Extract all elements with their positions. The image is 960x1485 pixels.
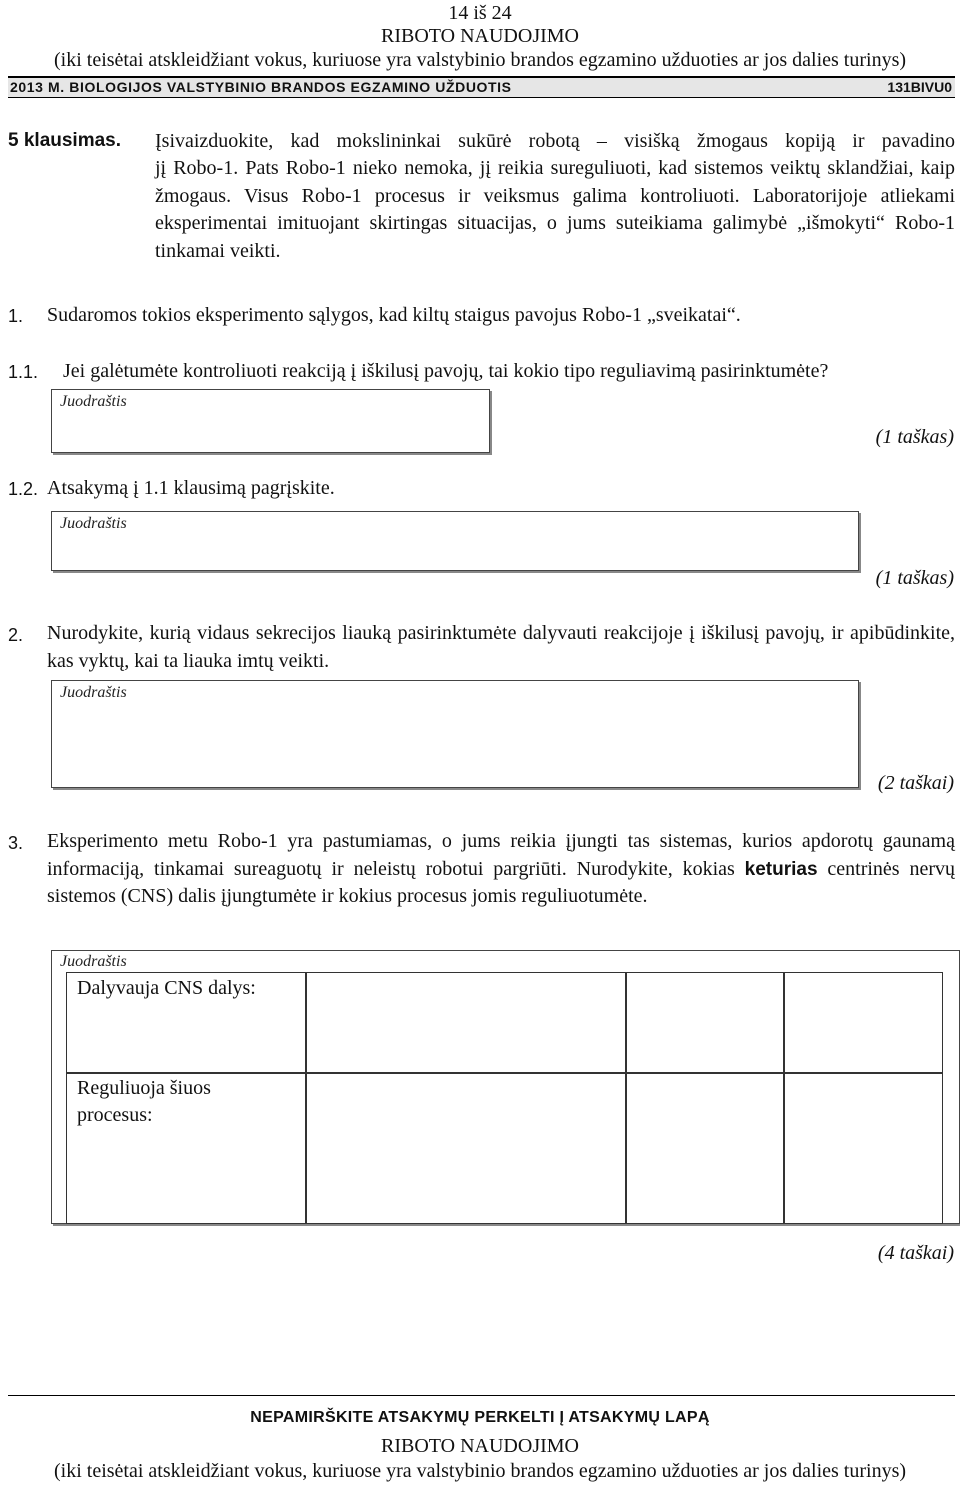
item-2-number: 2.: [8, 625, 24, 645]
answer-cell-r2c1[interactable]: [305, 1072, 627, 1224]
question-intro-line1: Įsivaizduokite, kad mokslininkai sukūrė robotą – visišką žmogaus kopiją ir pavadino: [155, 130, 955, 152]
item-1-2-number: 1.2.: [8, 479, 39, 499]
footer-reminder: NEPAMIRŠKITE ATSAKYMŲ PERKELTI Į ATSAKYMŲ LAPĄ: [250, 1409, 710, 1426]
points-1-1: (1 taškas): [875, 426, 954, 448]
item-3-text-b: centrinės nervų sistemos (CNS) dalis įjungtumėte ir kokius procesus jomis reguliuotumėte.: [47, 857, 955, 907]
draft-label: Juodraštis: [60, 953, 127, 970]
points-3: (4 taškai): [877, 1242, 954, 1264]
item-3-bold-word: keturias: [744, 858, 818, 880]
item-3-number: 3.: [8, 833, 24, 853]
table-row1-label: Dalyvauja CNS dalys:: [77, 977, 256, 999]
item-2-text: Nurodykite, kurią vidaus sekrecijos liauką pasirinktumėte dalyvauti reakcijoje į iškilusį pavojų, ir apibūdinkite, kas vyktų, kai ta liauka imtų veikti.: [47, 622, 955, 672]
item-1-1-text: Jei galėtumėte kontroliuoti reakciją į iškilusį pavojų, tai kokio tipo reguliavimą pasirinktumėte?: [63, 360, 829, 382]
item-1-2-text: Atsakymą į 1.1 klausimą pagrįskite.: [47, 477, 335, 499]
answer-cell-r2c2[interactable]: [625, 1072, 785, 1224]
table-label-cell-row2: [66, 1072, 307, 1224]
draft-label: Juodraštis: [60, 393, 127, 410]
answer-table: [66, 972, 942, 1224]
points-2: (2 taškai): [877, 772, 954, 794]
points-1-2: (1 taškas): [875, 567, 954, 589]
item-3-text-a: Eksperimento metu Robo-1 yra pastumiamas, o jums reikia įjungti tas sistemas, kurios apdorotų gaunamą informaciją, tinkamai sureaguotų ir neleistų robotui pargriūti. Nurodykite, kokias: [47, 830, 955, 880]
draft-label: Juodraštis: [60, 684, 127, 701]
question-intro-text: jį Robo-1. Pats Robo-1 nieko nemoka, jį reikia sureguliuoti, kad sistemos veiktų sklandžiai, kaip žmogaus. Visus Robo-1 procesus ir veiksmus galima kontroliuoti. Laboratorijoje atliekami eksperimentai imituojant skirtingas situacijas, o jums suteikiama galimybė „išmokyti“ Robo-1 tinkamai veikti.: [155, 157, 955, 262]
table-label-cell-row1: [66, 972, 307, 1074]
item-1-number: 1.: [8, 306, 24, 326]
table-row2-label: Reguliuoja šiuos procesus:: [77, 1077, 211, 1126]
exam-title: 2013 M. BIOLOGIJOS VALSTYBINIO BRANDOS EGZAMINO UŽDUOTIS: [10, 79, 512, 95]
answer-cell-r1c2[interactable]: [625, 972, 785, 1074]
answer-box-1-2[interactable]: [51, 511, 859, 571]
restricted-label: RIBOTO NAUDOJIMO: [381, 25, 579, 47]
answer-cell-r1c1[interactable]: [305, 972, 627, 1074]
page-number: 14 iš 24: [448, 2, 512, 24]
answer-cell-r2c3[interactable]: [783, 1072, 943, 1224]
answer-box-2[interactable]: [51, 680, 859, 788]
exam-code: 131BIVU0: [887, 79, 952, 95]
draft-label: Juodraštis: [60, 515, 127, 532]
footer-rule: [8, 1395, 955, 1396]
answer-box-1-1[interactable]: [51, 389, 490, 453]
footer-restricted: RIBOTO NAUDOJIMO: [381, 1435, 579, 1457]
item-1-text: Sudaromos tokios eksperimento sąlygos, kad kiltų staigus pavojus Robo-1 „sveikatai“.: [47, 304, 741, 326]
item-3-text: [47, 828, 955, 911]
question-label: 5 klausimas.: [8, 130, 122, 151]
footer-disclaimer: (iki teisėtai atskleidžiant vokus, kuriuose yra valstybinio brandos egzamino užduoties ar jos dalies turinys): [53, 1460, 907, 1482]
answer-cell-r1c3[interactable]: [783, 972, 943, 1074]
disclaimer: (iki teisėtai atskleidžiant vokus, kuriuose yra valstybinio brandos egzamino užduoties ar jos dalies turinys): [53, 49, 907, 71]
item-1-1-number: 1.1.: [8, 362, 39, 382]
